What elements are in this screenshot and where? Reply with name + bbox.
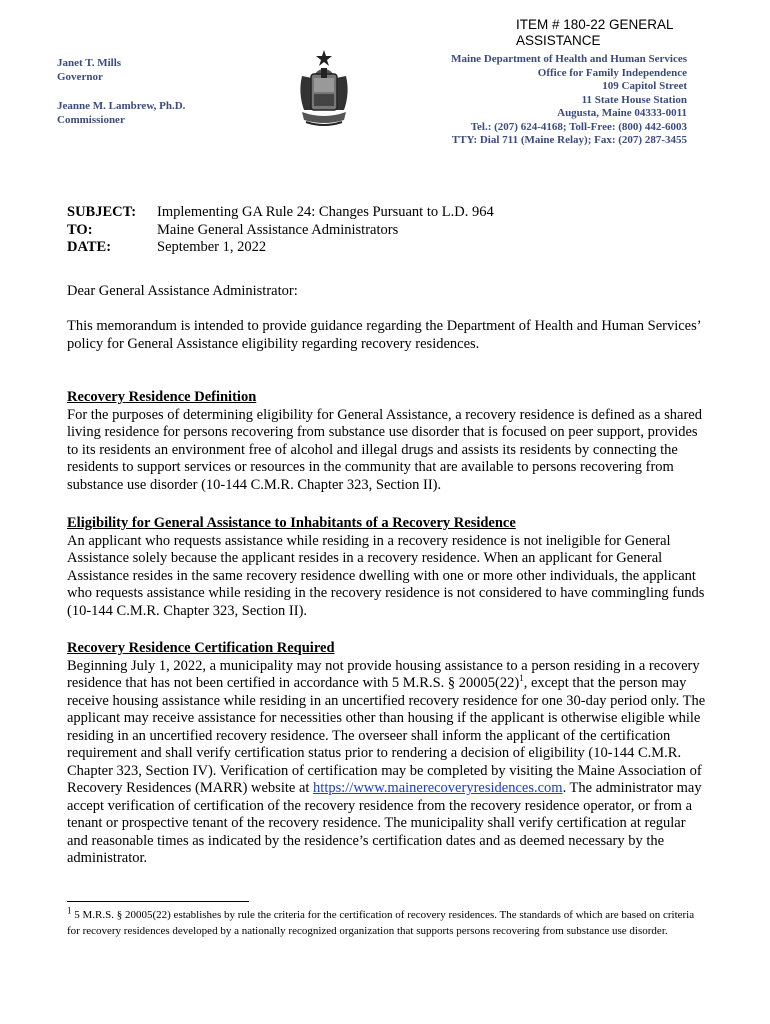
section-certification-text	[67, 658, 707, 868]
salutation: Dear General Assistance Administrator:	[67, 283, 298, 299]
tty-fax-line: TTY: Dial 711 (Maine Relay); Fax: (207) 287-3455	[451, 134, 687, 146]
certification-text-part-a: Beginning July 1, 2022, a municipality may not provide housing assistance to a person residing in a recovery residence that has not been certified in accordance with 5 M.R.S. § 20005(22)	[67, 657, 700, 691]
footnote	[67, 905, 707, 939]
intro-paragraph: This memorandum is intended to provide guidance regarding the Department of Health and Human Services’ policy for General Assistance eligibility regarding recovery residences.	[67, 318, 701, 352]
marr-website-link[interactable]: https://www.mainerecoveryresidences.com	[313, 780, 563, 796]
memo-header	[67, 204, 494, 257]
certification-text-part-c: . The administrator may accept verification of certification of the recovery residence from the recovery residence operator, or from a tenant or prospective tenant of the recovery residence. The municipality shall verify certification at regular and reasonable times as indicated by the residence’s certification dates and as deemed necessary by the administrator.	[67, 780, 702, 866]
commissioner-title: Commissioner	[57, 114, 125, 126]
subject-label: SUBJECT:	[67, 204, 137, 220]
section-eligibility-heading: Eligibility for General Assistance to Inhabitants of a Recovery Residence	[67, 515, 516, 531]
station-address: 11 State House Station	[581, 93, 687, 106]
item-number: ITEM # 180-22 GENERAL ASSISTANCE	[516, 17, 674, 48]
footnote-divider	[67, 901, 249, 902]
left-letterhead	[57, 56, 185, 127]
footnote-number: 1	[67, 905, 72, 916]
commissioner-name: Jeanne M. Lambrew, Ph.D.	[57, 100, 186, 112]
section-certification-heading: Recovery Residence Certification Required	[67, 640, 335, 656]
to-value: Maine General Assistance Administrators	[157, 221, 399, 238]
section-certification	[67, 640, 707, 868]
certification-text-part-b: , except that the person may receive housing assistance while residing in an uncertified recovery residence for one 30-day period only. The applicant may receive assistance for necessities other than housing if the applicant is otherwise eligible while residing in an uncertified recovery residence. The overseer shall inform the applicant of the certification requirement and shall verify certification status prior to rendering a decision of eligibility (10-144 C.M.R. Chapter 323, Section IV). Verification of certification may be completed by visiting the Maine Association of Recovery Residences (MARR) website at	[67, 675, 706, 796]
subject-value: Implementing GA Rule 24: Changes Pursuant to L.D. 964	[157, 204, 494, 220]
date-label: DATE:	[67, 239, 112, 255]
section-definition-text: For the purposes of determining eligibility for General Assistance, a recovery residence is defined as a shared living residence for persons recovering from substance use disorder that is focused on peer support, provides to its residents an environment free of alcohol and illegal drugs and assists its residents by connecting the residents to support services or resources in the community that are available to persons recovering from substance use disorder (10-144 C.M.R. Chapter 323, Section II).	[67, 406, 702, 493]
department-name: Maine Department of Health and Human Services	[451, 53, 687, 65]
governor-title: Governor	[57, 71, 103, 83]
governor-name: Janet T. Mills	[57, 57, 122, 69]
office-name: Office for Family Independence	[537, 66, 687, 79]
to-label: TO:	[67, 221, 93, 238]
date-value: September 1, 2022	[157, 239, 267, 255]
section-definition	[67, 389, 707, 494]
section-eligibility-text: An applicant who requests assistance while residing in a recovery residence is not ineligible for General Assistance solely because the applicant resides in a recovery residence. When an applicant for General Assistance resides in the same recovery residence dwelling with one or more other individuals, the applicant who requests assistance while residing in the recovery residence is not considered to have commingling funds (10-144 C.M.R. Chapter 323, Section II).	[67, 532, 705, 619]
right-letterhead	[451, 53, 687, 148]
phone-line: Tel.: (207) 624-4168; Toll-Free: (800) 442-6003	[470, 120, 687, 133]
section-eligibility	[67, 515, 707, 620]
footnote-text: 5 M.R.S. § 20005(22) establishes by rule the criteria for the certification of recovery residences. The standards of which are based on criteria for recovery residences developed by a nationally recognized organization that supports persons recovering from substance use disorder.	[67, 909, 695, 937]
city-address: Augusta, Maine 04333-0011	[557, 107, 687, 119]
footnote-reference[interactable]: 1	[519, 673, 524, 684]
street-address: 109 Capitol Street	[602, 80, 687, 92]
section-definition-heading: Recovery Residence Definition	[67, 389, 257, 405]
state-seal-icon	[294, 48, 354, 128]
